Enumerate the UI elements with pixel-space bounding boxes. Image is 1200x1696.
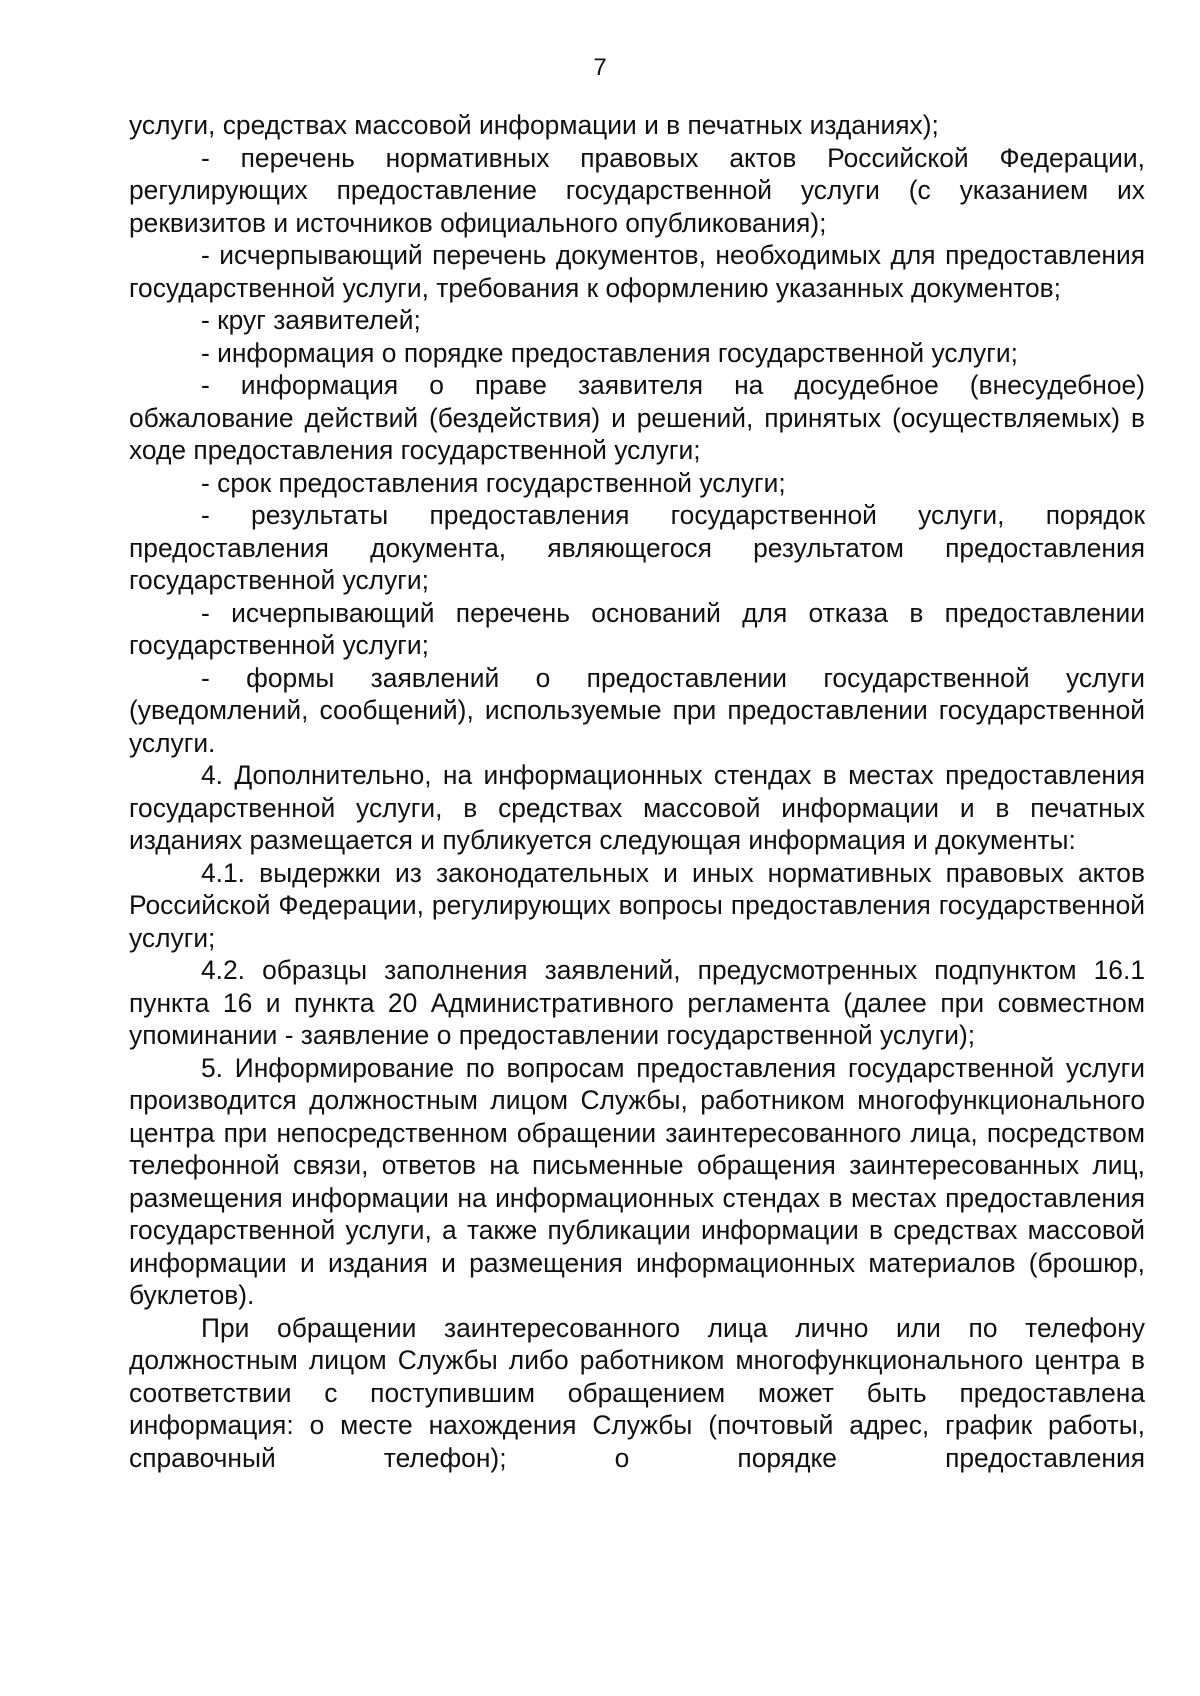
paragraph-item-4: 4. Дополнительно, на информационных стендах в местах предоставления государственной услуги, в средствах массовой информации и в печатных изданиях размещается и публикуется следующая информация и документы:: [129, 760, 1145, 855]
paragraph-personal-request: При обращении заинтересованного лица лично или по телефону должностным лицом Службы либо работником многофункционального центра в соответствии с поступившим обращением может быть предоставлена информация: о месте нахождения Службы (почтовый адрес, график работы, справочный телефон); о порядке предоставления: [129, 1312, 1145, 1473]
paragraph-item-4-2: 4.2. образцы заполнения заявлений, предусмотренных подпунктом 16.1 пункта 16 и пункта 20 Административного регламента (далее при совместном упоминании - заявление о предоставлении государственной услуги);: [129, 955, 1145, 1050]
list-item-legal-acts: - перечень нормативных правовых актов Российской Федерации, регулирующих предоставление государственной услуги (с указанием их реквизитов и источников официального опубликования);: [129, 142, 1145, 238]
list-item-appeal-right: - информация о праве заявителя на досудебное (внесудебное) обжалование действий (бездействия) и решений, принятых (осуществляемых) в ходе предоставления государственной услуги;: [129, 370, 1145, 465]
document-body: [129, 109, 1145, 1474]
page-number: 7: [593, 54, 607, 81]
list-item-results: - результаты предоставления государственной услуги, порядок предоставления документа, являющегося результатом предоставления государственной услуги;: [129, 500, 1145, 595]
list-item-documents: - исчерпывающий перечень документов, необходимых для предоставления государственной услуги, требования к оформлению указанных документов;: [129, 240, 1145, 303]
paragraph-continuation: услуги, средствах массовой информации и в печатных изданиях);: [129, 110, 939, 140]
list-item-applicants: - круг заявителей;: [201, 305, 421, 335]
paragraph-item-5: 5. Информирование по вопросам предоставления государственной услуги производится должностным лицом Службы, работником многофункционального центра при непосредственном обращении заинтересованного лица, посредством телефонной связи, ответов на письменные обращения заинтересованных лиц, размещения информации на информационных стендах в местах предоставления государственной услуги, а также публикации информации в средствах массовой информации и издания и размещения информационных материалов (брошюр, буклетов).: [129, 1052, 1145, 1310]
list-item-application-forms: - формы заявлений о предоставлении государственной услуги (уведомлений, сообщений), используемые при предоставлении государственной услуги.: [129, 662, 1145, 758]
list-item-term: - срок предоставления государственной услуги;: [201, 467, 786, 498]
paragraph-item-4-1: 4.1. выдержки из законодательных и иных нормативных правовых актов Российской Федерации, регулирующих вопросы предоставления государственной услуги;: [129, 857, 1145, 953]
list-item-refusal-grounds: - исчерпывающий перечень оснований для отказа в предоставлении государственной услуги;: [129, 597, 1145, 660]
list-item-procedure: - информация о порядке предоставления государственной услуги;: [201, 337, 1018, 368]
